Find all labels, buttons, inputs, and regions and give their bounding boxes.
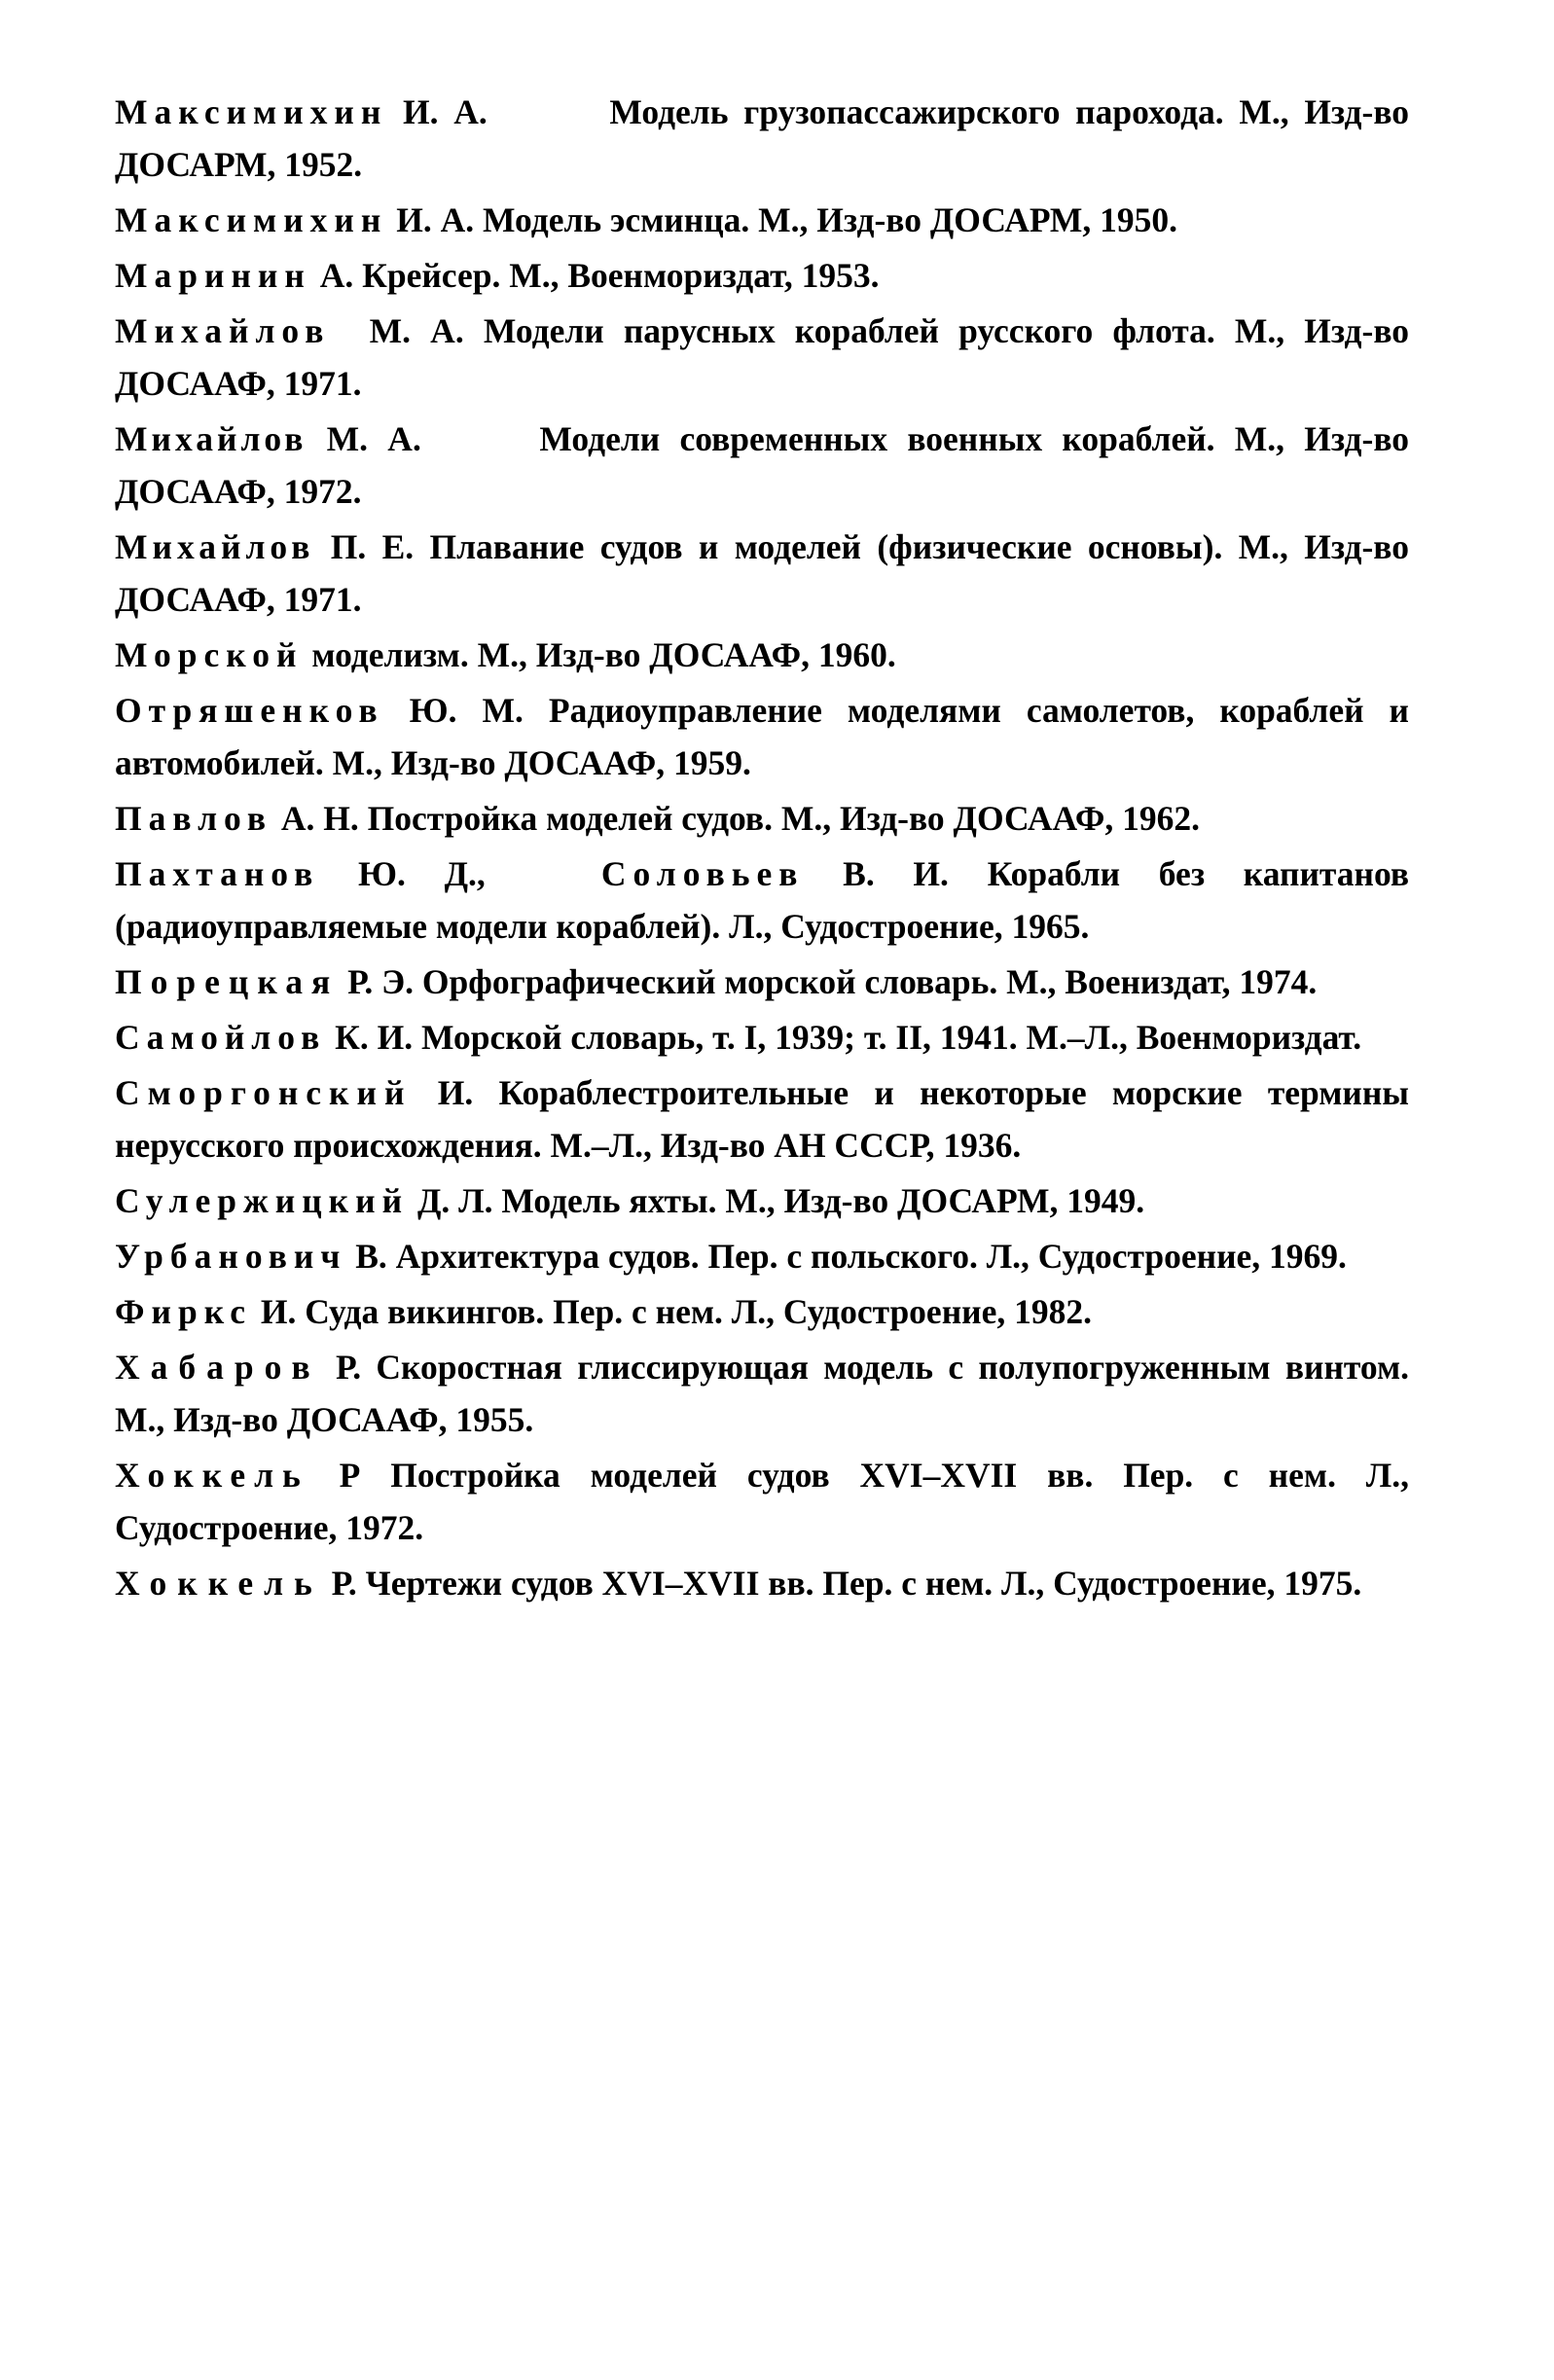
bibliography-entry: [115, 1285, 1409, 1338]
entry-initials: К. И.: [335, 1018, 414, 1057]
entry-author: Сулержицкий: [115, 1181, 410, 1220]
entry-initials: В.: [355, 1237, 387, 1276]
entry-initials: Ю. М.: [409, 691, 524, 730]
entry-author: Самойлов: [115, 1018, 327, 1057]
entry-initials: Р: [339, 1456, 361, 1495]
entry-text: Архитектура судов. Пер. с польского. Л., Судостроение, 1969.: [395, 1237, 1347, 1276]
bibliography-page: [115, 86, 1409, 1612]
bibliography-entry: [115, 249, 1409, 302]
entry-initials: Д. Л.: [416, 1181, 493, 1220]
entry-author: Морской: [115, 635, 304, 674]
bibliography-entry: [115, 1230, 1409, 1282]
entry-author: Хоккель: [115, 1564, 323, 1603]
entry-text: Модели современных военных кораблей. М., Изд-во ДОСААФ, 1972.: [115, 419, 1410, 511]
entry-initials: Ю. Д.,: [358, 854, 486, 893]
bibliography-entry: [115, 684, 1409, 789]
entry-initials: И.: [437, 1073, 474, 1112]
entry-author: Павлов: [115, 799, 273, 838]
bibliography-entry: [115, 86, 1409, 191]
bibliography-entry: [115, 1011, 1409, 1064]
entry-author: Урбанович: [115, 1237, 347, 1276]
entry-text: Модель яхты. М., Изд-во ДОСАРМ, 1949.: [501, 1181, 1145, 1220]
bibliography-entry: [115, 1174, 1409, 1227]
entry-coauthor-initials: В. И.: [843, 854, 949, 893]
entry-text: Крейсер. М., Военмориздат, 1953.: [362, 256, 880, 295]
bibliography-entry: [115, 1449, 1409, 1554]
entry-initials: Р.: [335, 1348, 362, 1387]
entry-initials: Р. Э.: [347, 962, 415, 1001]
entry-text: Корабли без капитанов (радиоуправляемые модели кораблей). Л., Судостроение, 1965.: [115, 854, 1410, 946]
bibliography-entry: [115, 413, 1409, 518]
entry-initials: П. Е.: [330, 527, 415, 566]
entry-initials: Р.: [331, 1564, 357, 1603]
entry-author: Михайлов: [115, 311, 331, 350]
entry-text: Постройка моделей судов XVI–XVII вв. Пер. с нем. Л., Судостроение, 1972.: [115, 1456, 1410, 1547]
entry-text: Модель эсминца. М., Изд-во ДОСАРМ, 1950.: [482, 200, 1177, 239]
bibliography-entry: [115, 847, 1409, 953]
entry-author: Михайлов: [115, 527, 315, 566]
entry-text: Модели парусных кораблей русского флота. М., Изд-во ДОСААФ, 1971.: [115, 311, 1410, 403]
entry-initials: И. А.: [396, 200, 475, 239]
entry-text: Чертежи судов XVI–XVII вв. Пер. с нем. Л., Судостроение, 1975.: [365, 1564, 1362, 1603]
entry-text: Кораблестроительные и некоторые морские термины нерусского происхождения. М.–Л., Изд-во АН СССР, 1936.: [115, 1073, 1410, 1165]
entry-text: Постройка моделей судов. М., Изд-во ДОСААФ, 1962.: [367, 799, 1201, 838]
entry-text: Скоростная глиссирующая модель с полупогруженным винтом. М., Изд-во ДОСААФ, 1955.: [115, 1348, 1410, 1439]
entry-author: Хоккель: [115, 1456, 309, 1495]
entry-initials: А.: [319, 256, 354, 295]
bibliography-entry: [115, 956, 1409, 1008]
bibliography-entry: [115, 1066, 1409, 1172]
bibliography-entry: [115, 792, 1409, 845]
entry-author: Михайлов: [115, 419, 307, 458]
entry-initials: И.: [260, 1292, 297, 1331]
entry-author: Максимихин: [115, 200, 388, 239]
entry-initials: И. А.: [403, 92, 488, 131]
entry-author: Максимихин: [115, 92, 388, 131]
entry-author: Порецкая: [115, 962, 340, 1001]
entry-author: Сморгонский: [115, 1073, 413, 1112]
bibliography-entry: [115, 194, 1409, 246]
entry-text: Суда викингов. Пер. с нем. Л., Судостроение, 1982.: [305, 1292, 1092, 1331]
entry-text: Морской словарь, т. I, 1939; т. II, 1941. М.–Л., Военмориздат.: [421, 1018, 1362, 1057]
entry-author: Пахтанов: [115, 854, 320, 893]
bibliography-entry: [115, 521, 1409, 626]
entry-author: Хабаров: [115, 1348, 321, 1387]
entry-text: Радиоуправление моделями самолетов, кораблей и автомобилей. М., Изд-во ДОСААФ, 1959.: [115, 691, 1410, 782]
entry-text: Модель грузопассажирского парохода. М., Изд-во ДОСАРМ, 1952.: [115, 92, 1410, 184]
bibliography-entry: [115, 305, 1409, 410]
entry-text: моделизм. М., Изд-во ДОСААФ, 1960.: [311, 635, 896, 674]
bibliography-entry: [115, 1341, 1409, 1446]
bibliography-entry: [115, 1557, 1409, 1609]
entry-coauthor: Соловьев: [600, 854, 805, 893]
entry-author: Отряшенков: [115, 691, 384, 730]
entry-initials: М. А.: [326, 419, 421, 458]
entry-text: Орфографический морской словарь. М., Воениздат, 1974.: [421, 962, 1318, 1001]
entry-text: Плавание судов и моделей (физические основы). М., Изд-во ДОСААФ, 1971.: [115, 527, 1409, 619]
entry-initials: А. Н.: [280, 799, 359, 838]
bibliography-entry: [115, 629, 1409, 681]
entry-author: Фиркс: [115, 1292, 253, 1331]
entry-initials: М. А.: [369, 311, 464, 350]
entry-author: Маринин: [115, 256, 311, 295]
